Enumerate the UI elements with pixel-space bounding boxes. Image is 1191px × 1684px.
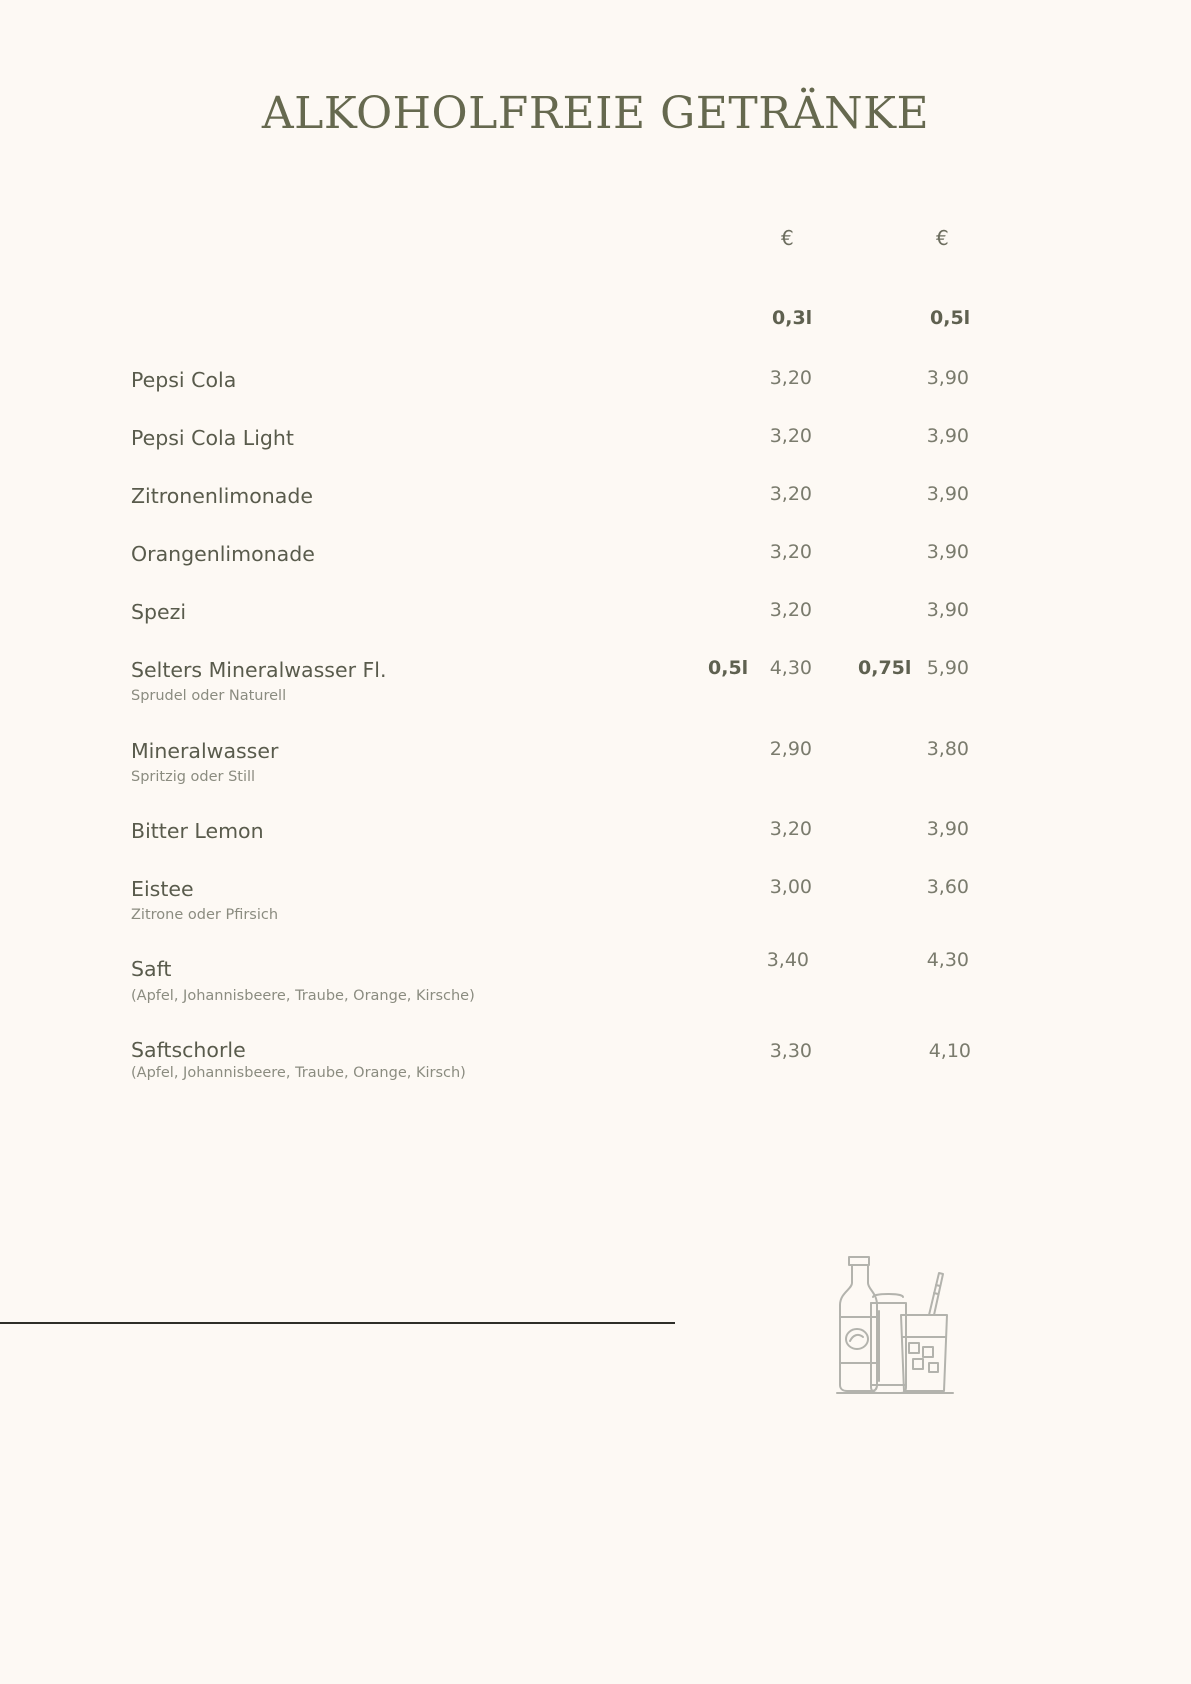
menu-item-description: (Apfel, Johannisbeere, Traube, Orange, Kirsch) [131, 1065, 466, 1081]
menu-item-price-col1: 3,20 [769, 425, 812, 447]
currency-symbol-col2: € [936, 226, 949, 250]
menu-item-description: (Apfel, Johannisbeere, Traube, Orange, Kirsche) [131, 988, 475, 1004]
menu-item-price-col2: 3,90 [926, 599, 969, 621]
menu-item-size-col2: 0,75l [858, 657, 912, 679]
drinks-illustration-icon [835, 1255, 955, 1397]
menu-item-price-col2: 3,90 [926, 541, 969, 563]
menu-item-size-col1: 0,5l [708, 657, 749, 679]
menu-item-name: Pepsi Cola Light [131, 426, 294, 450]
menu-item-price-col2: 3,90 [926, 818, 969, 840]
menu-item-price-col2: 4,10 [928, 1040, 971, 1062]
divider-line [0, 1322, 675, 1324]
menu-item-price-col2: 4,30 [926, 949, 969, 971]
menu-item-price-col1: 3,20 [769, 367, 812, 389]
menu-item-price-col2: 3,90 [926, 483, 969, 505]
size-header-col2: 0,5l [930, 307, 971, 329]
menu-item-price-col1: 3,20 [769, 541, 812, 563]
menu-item-name: Saftschorle [131, 1038, 246, 1062]
menu-item-description: Sprudel oder Naturell [131, 688, 287, 704]
menu-item-price-col1: 3,20 [769, 483, 812, 505]
menu-item-price-col1: 3,20 [769, 818, 812, 840]
menu-item-price-col1: 2,90 [769, 738, 812, 760]
menu-item-price-col1: 4,30 [769, 657, 812, 679]
menu-item-price-col2: 3,90 [926, 425, 969, 447]
currency-symbol-col1: € [781, 226, 794, 250]
menu-item-price-col2: 3,60 [926, 876, 969, 898]
menu-item-price-col2: 5,90 [926, 657, 969, 679]
menu-item-name: Pepsi Cola [131, 368, 237, 392]
menu-item-price-col1: 3,00 [769, 876, 812, 898]
menu-item-name: Bitter Lemon [131, 819, 264, 843]
menu-item-description: Spritzig oder Still [131, 769, 256, 785]
menu-item-name: Saft [131, 957, 172, 981]
page-title: ALKOHOLFREIE GETRÄNKE [261, 88, 930, 139]
menu-item-name: Spezi [131, 600, 187, 624]
menu-item-name: Eistee [131, 877, 194, 901]
menu-item-price-col1: 3,30 [769, 1040, 812, 1062]
menu-item-name: Zitronenlimonade [131, 484, 313, 508]
menu-item-name: Mineralwasser [131, 739, 279, 763]
menu-item-price-col2: 3,90 [926, 367, 969, 389]
size-header-col1: 0,3l [772, 307, 813, 329]
menu-item-price-col1: 3,20 [769, 599, 812, 621]
menu-item-price-col1: 3,40 [766, 949, 809, 971]
menu-item-price-col2: 3,80 [926, 738, 969, 760]
menu-item-name: Orangenlimonade [131, 542, 315, 566]
menu-item-description: Zitrone oder Pfirsich [131, 907, 279, 923]
menu-item-name: Selters Mineralwasser Fl. [131, 658, 387, 682]
